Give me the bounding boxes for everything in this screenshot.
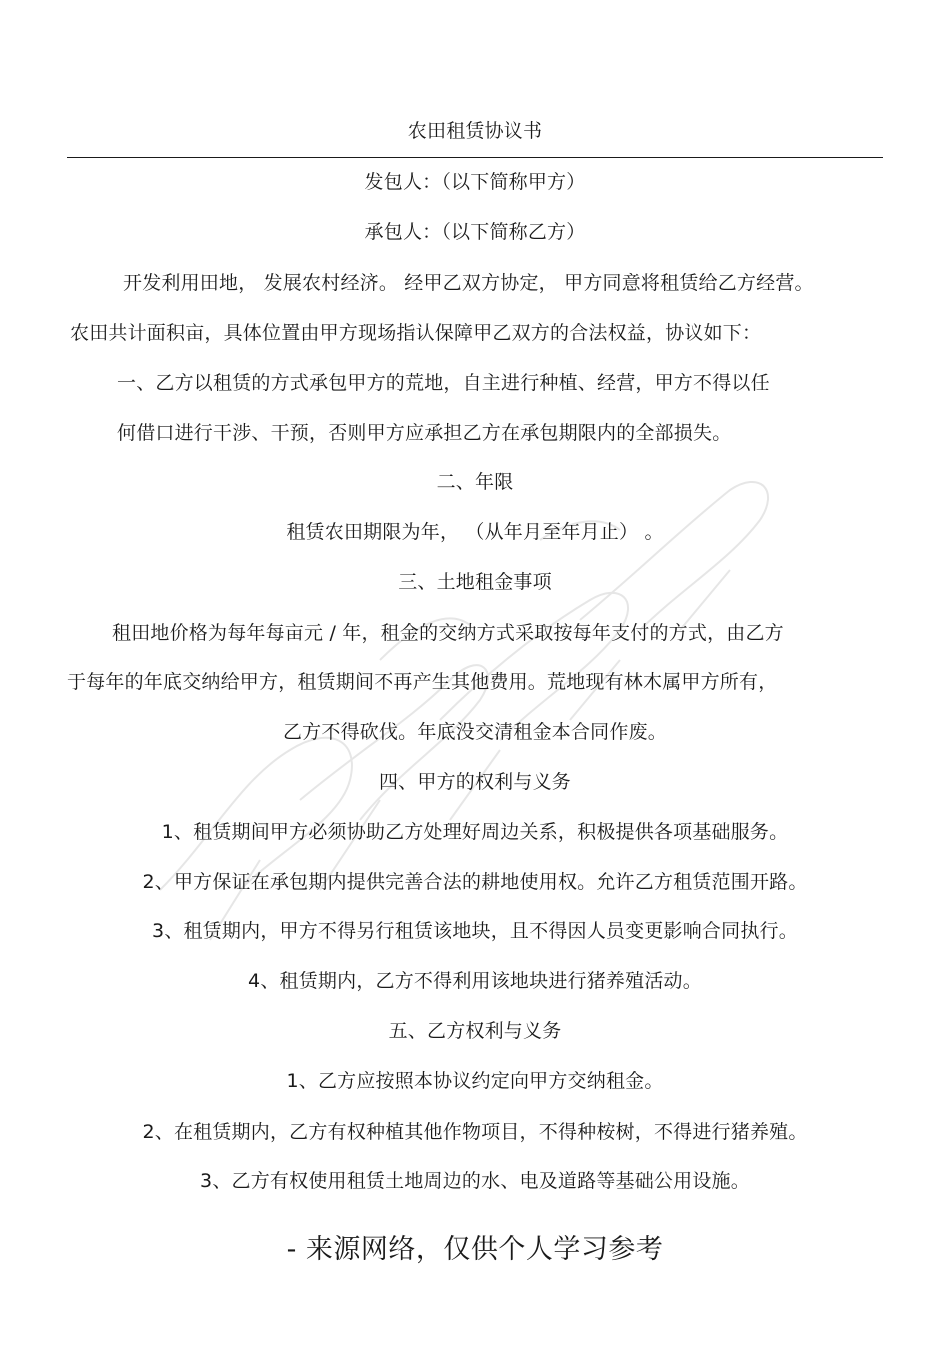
section3-body-line-1: 租田地价格为每年每亩元 / 年，租金的交纳方式采取按每年支付的方式，由乙方 [112, 622, 784, 644]
clause1-line-2: 何借口进行干涉、干预，否则甲方应承担乙方在承包期限内的全部损失。 [117, 422, 732, 444]
section5-item-2: 2、在租赁期内，乙方有权种植其他作物项目，不得种桉树，不得进行猪养殖。 [142, 1121, 808, 1143]
section5-item-3: 3、乙方有权使用租赁土地周边的水、电及道路等基础公用设施。 [200, 1170, 750, 1192]
clause1-line-1: 一、乙方以租赁的方式承包甲方的荒地，自主进行种植、经营，甲方不得以任 [117, 372, 770, 394]
title-divider [67, 157, 883, 158]
section5-heading: 五、乙方权利与义务 [388, 1020, 562, 1042]
section4-heading: 四、甲方的权利与义务 [378, 771, 571, 793]
section4-item-3: 3、租赁期内，甲方不得另行租赁该地块，且不得因人员变更影响合同执行。 [152, 920, 798, 942]
watermark-graphic [120, 420, 820, 980]
section3-heading: 三、土地租金事项 [398, 571, 552, 593]
intro-line-1: 开发利用田地， 发展农村经济。 经甲乙双方协定， 甲方同意将租赁给乙方经营。 [123, 272, 814, 294]
section2-heading: 二、年限 [436, 471, 514, 493]
section4-item-4: 4、租赁期内，乙方不得利用该地块进行猪养殖活动。 [248, 970, 702, 992]
section4-item-2: 2、甲方保证在承包期内提供完善合法的耕地使用权。允许乙方租赁范围开路。 [142, 871, 808, 893]
intro-line-2: 农田共计面积亩，具体位置由甲方现场指认保障甲乙双方的合法权益，协议如下： [70, 322, 762, 344]
section3-body-line-3: 乙方不得砍伐。年底没交清租金本合同作废。 [282, 721, 667, 743]
section2-body: 租赁农田期限为年， （从年月至年月止） 。 [286, 521, 664, 543]
document-title: 农田租赁协议书 [407, 120, 543, 142]
section3-body-line-2: 于每年的年底交纳给甲方，租赁期间不再产生其他费用。荒地现有林木属甲方所有， [67, 671, 778, 693]
party-a-line: 发包人：（以下简称甲方） [364, 171, 586, 193]
party-b-line: 承包人：（以下简称乙方） [364, 221, 586, 243]
section5-item-1: 1、乙方应按照本协议约定向甲方交纳租金。 [286, 1070, 664, 1092]
section4-item-1: 1、租赁期间甲方必须协助乙方处理好周边关系，积极提供各项基础服务。 [161, 821, 789, 843]
source-footer: - 来源网络，仅供个人学习参考 [286, 1234, 664, 1265]
